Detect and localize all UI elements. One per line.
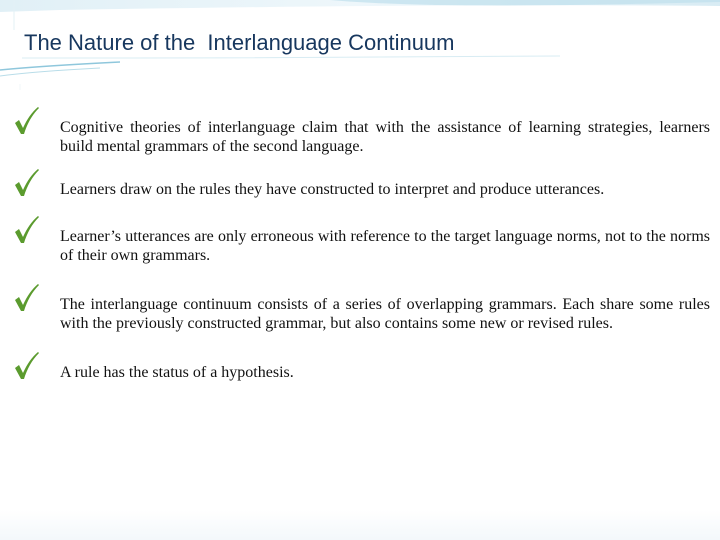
bullet-text: A rule has the status of a hypothesis. bbox=[60, 364, 294, 381]
bullet-text: The interlanguage continuum consists of a series of overlapping grammars. Each share some rules with the previously constructed grammar, but also contains some new or revised rules. bbox=[60, 296, 710, 332]
checkmark-icon bbox=[12, 106, 40, 136]
bullet-list bbox=[20, 112, 710, 382]
checkmark-icon bbox=[12, 283, 40, 313]
checkmark-icon bbox=[12, 351, 40, 381]
footer-band bbox=[0, 510, 720, 540]
bullet-item bbox=[20, 295, 710, 333]
bullet-item bbox=[20, 180, 710, 199]
checkmark-icon bbox=[12, 215, 40, 245]
checkmark-icon bbox=[12, 168, 40, 198]
bullet-text: Learners draw on the rules they have constructed to interpret and produce utterances. bbox=[60, 181, 605, 198]
bullet-text: Cognitive theories of interlanguage claim that with the assistance of learning strategies, learners build mental grammars of the second language. bbox=[60, 119, 710, 155]
slide-title: The Nature of the Interlanguage Continuum bbox=[24, 30, 455, 55]
bullet-item bbox=[20, 363, 710, 382]
bullet-item bbox=[20, 118, 710, 156]
bullet-item bbox=[20, 227, 710, 265]
bullet-text: Learner’s utterances are only erroneous with reference to the target language norms, not to the norms of their own grammars. bbox=[60, 228, 710, 264]
